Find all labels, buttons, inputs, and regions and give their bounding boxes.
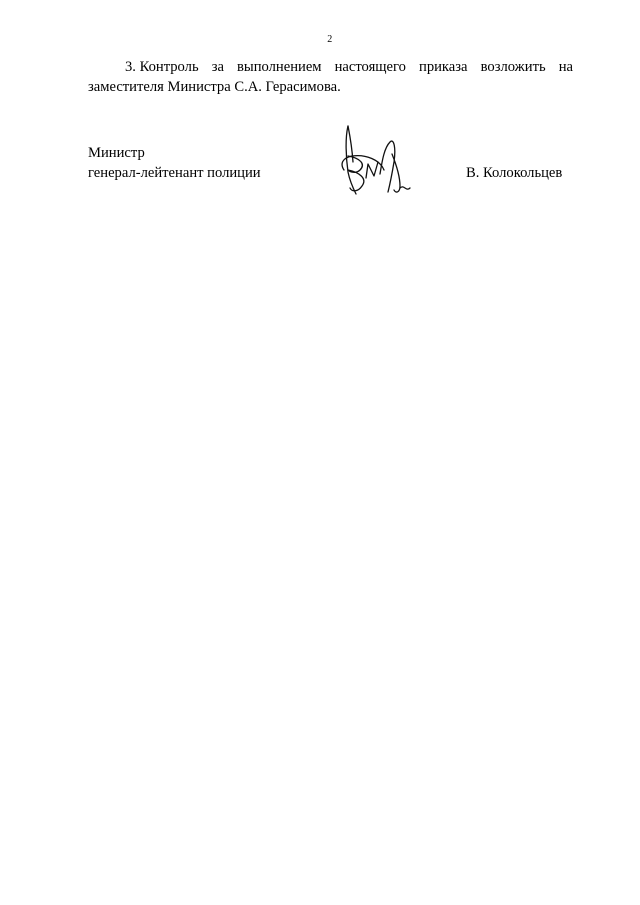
paragraph-word: приказа bbox=[419, 59, 468, 75]
signatory-name: В. Колокольцев bbox=[466, 165, 563, 181]
paragraph-item-3 bbox=[88, 58, 573, 97]
page-number: 2 bbox=[327, 34, 333, 45]
signatory-position: Министр bbox=[88, 145, 145, 161]
paragraph-word: 3. Контроль bbox=[125, 59, 199, 75]
paragraph-word: возложить bbox=[480, 59, 546, 75]
paragraph-word: настоящего bbox=[334, 59, 406, 75]
paragraph-word: выполнением bbox=[237, 59, 322, 75]
signatory-rank: генерал-лейтенант полиции bbox=[88, 164, 261, 181]
paragraph-word: на bbox=[558, 59, 573, 75]
paragraph-word: за bbox=[211, 59, 224, 75]
signatory-title bbox=[88, 144, 261, 183]
paragraph-line-2: заместителя Министра С.А. Герасимова. bbox=[88, 78, 341, 95]
handwritten-signature bbox=[326, 118, 416, 202]
paragraph-line-1 bbox=[88, 58, 573, 78]
